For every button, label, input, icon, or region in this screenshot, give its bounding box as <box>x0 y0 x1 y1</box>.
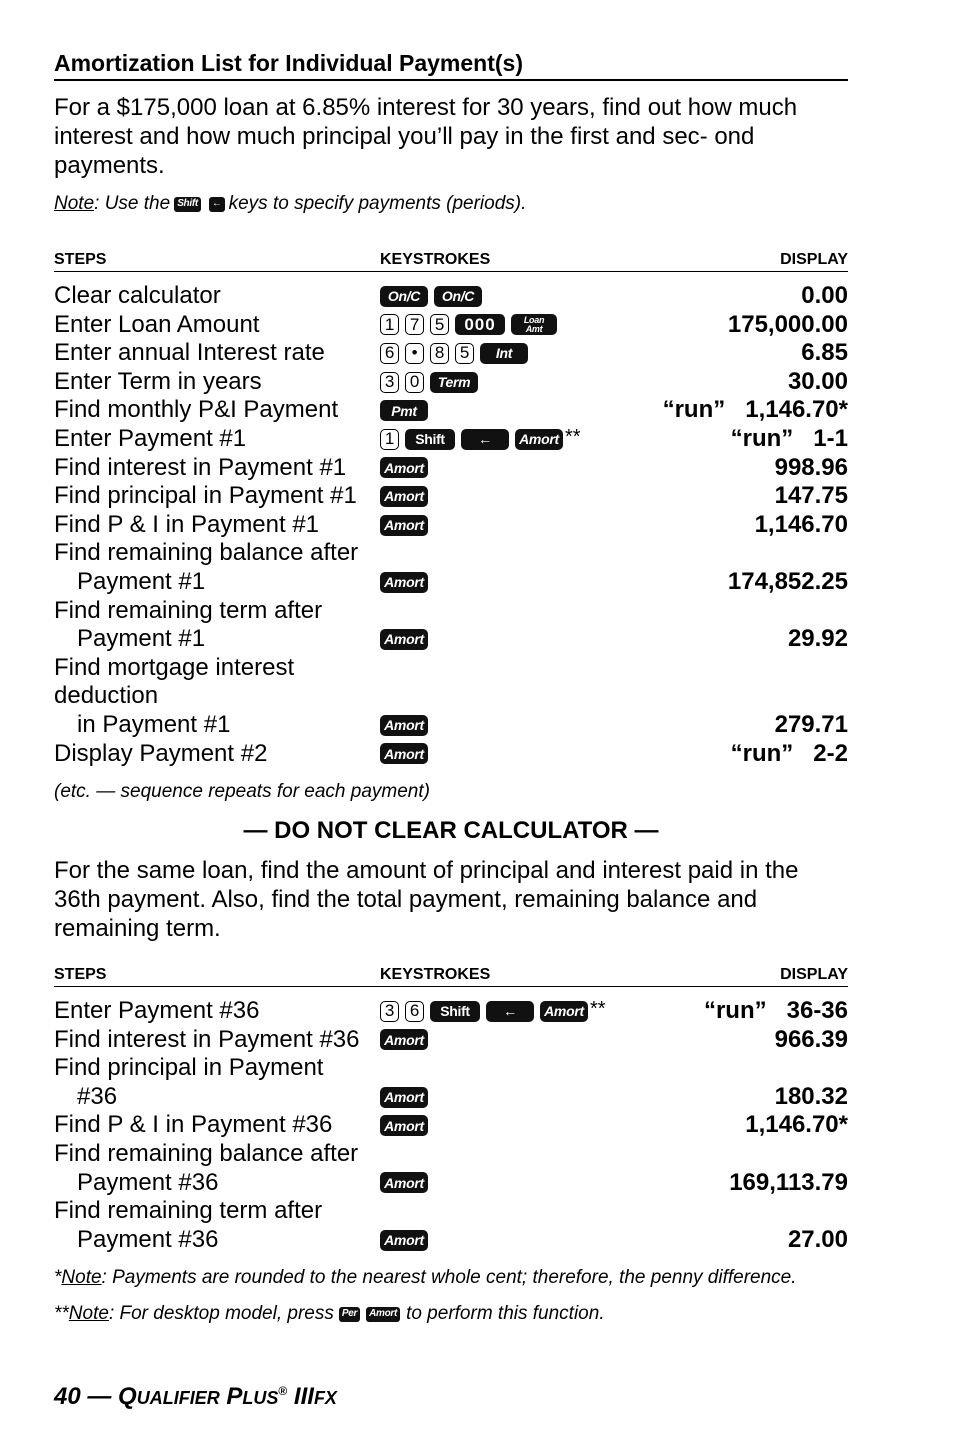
amort-key-icon: Amort <box>380 1172 428 1193</box>
table-row <box>54 282 848 311</box>
table2-header <box>54 965 848 987</box>
footer-fx: FX <box>313 1388 337 1408</box>
display-value: 29.92 <box>787 625 848 653</box>
display-value: 6.85 <box>801 339 848 367</box>
table-row <box>54 1140 848 1197</box>
step-text <box>54 339 380 368</box>
amort-key-icon: Amort <box>380 715 428 736</box>
footer-iii: III <box>293 1383 314 1410</box>
step-line-1: Clear calculator <box>54 282 221 309</box>
decimal-key-icon: • <box>405 343 424 364</box>
step-text <box>54 1197 380 1254</box>
amort-key-icon: Amort <box>380 486 428 507</box>
keystrokes <box>380 1226 788 1255</box>
digit-5-key-icon: 5 <box>430 314 449 335</box>
amort-key-icon: Amort <box>540 1001 588 1022</box>
step-line-1: Enter Term in years <box>54 367 262 395</box>
keystrokes <box>380 482 775 511</box>
footnote1-prefix: * <box>54 1267 62 1289</box>
table-row <box>54 425 848 454</box>
step-text <box>54 654 380 740</box>
footer-dash: — <box>87 1383 112 1410</box>
table-row <box>54 1026 848 1055</box>
table-row <box>54 339 848 368</box>
note-text-pre: : Use the <box>94 193 171 214</box>
display-value: 180.32 <box>774 1082 848 1110</box>
display-value: 27.00 <box>787 1225 848 1253</box>
amort-key-icon: Amort <box>380 1087 428 1108</box>
back-arrow-key-icon: ← <box>486 1001 534 1022</box>
step-text <box>54 1140 380 1197</box>
display-value: “run” 36-36 <box>703 997 848 1025</box>
step-line-1: Enter Loan Amount <box>54 310 260 338</box>
step-text <box>54 511 380 540</box>
footnote-rounding <box>54 1266 848 1290</box>
step-line-1: Display Payment #2 <box>54 739 268 767</box>
table-row <box>54 454 848 483</box>
step-line-1: Find remaining balance after <box>54 1140 359 1168</box>
display-value: 147.75 <box>774 482 848 510</box>
digit-5-key-icon: 5 <box>455 343 474 364</box>
display-value: 175,000.00 <box>727 310 848 338</box>
table-row <box>54 1054 848 1111</box>
table-row <box>54 1111 848 1140</box>
table-row <box>54 368 848 397</box>
keystrokes-header: KEYSTROKES <box>380 966 491 984</box>
amort-key-icon: Amort <box>380 629 428 650</box>
step-line-1: Find interest in Payment #1 <box>54 453 347 481</box>
manual-page <box>54 48 848 1326</box>
display-value: “run” 1-1 <box>730 424 848 452</box>
loan-amt-key-icon: Loan Amt <box>511 314 557 335</box>
on-c-key-icon: On/C <box>434 286 482 307</box>
step-text <box>54 1026 380 1055</box>
page-number: 40 <box>54 1383 81 1410</box>
step-text <box>54 1111 380 1140</box>
step-line-2: Payment #1 <box>77 567 206 595</box>
step-text <box>54 740 380 769</box>
footnote1-label: Note <box>61 1267 102 1289</box>
triple-zero-key-icon: 000 <box>455 314 505 335</box>
keystrokes <box>380 282 801 311</box>
steps-header: STEPS <box>54 251 107 268</box>
display-header: DISPLAY <box>780 966 848 984</box>
note-keys <box>54 192 848 216</box>
table-row <box>54 539 848 596</box>
do-not-clear-heading: — DO NOT CLEAR CALCULATOR — <box>243 817 659 845</box>
display-value: 0.00 <box>801 282 848 309</box>
step-text <box>54 282 380 311</box>
table-row <box>54 482 848 511</box>
step-text <box>54 1054 380 1111</box>
table-row <box>54 396 848 425</box>
keystrokes <box>380 625 788 654</box>
step-line-2: Payment #36 <box>77 1168 219 1196</box>
keystrokes <box>380 454 775 483</box>
amort-key-icon: Amort <box>380 743 428 764</box>
table1-rows <box>54 282 848 768</box>
int-key-icon: Int <box>480 343 528 364</box>
amort-key-icon: Amort <box>380 1115 428 1136</box>
keystrokes <box>380 339 801 368</box>
display-value: 279.71 <box>774 710 848 738</box>
step-line-1: Enter annual Interest rate <box>54 339 325 367</box>
note-label: Note <box>54 193 95 214</box>
footnote2-prefix: ** <box>54 1303 69 1325</box>
table-row <box>54 311 848 340</box>
footer-ualifier: UALIFIER <box>136 1388 220 1408</box>
amort-key-icon: Amort <box>380 515 428 536</box>
digit-3-key-icon: 3 <box>380 372 399 393</box>
footnote2-text-post: to perform this function. <box>406 1303 605 1325</box>
amort-key-icon: Amort <box>380 457 428 478</box>
step-text <box>54 597 380 654</box>
shift-key-icon: Shift <box>405 429 455 450</box>
digit-3-key-icon: 3 <box>380 1001 399 1022</box>
keystrokes <box>380 1083 775 1112</box>
amort-key-icon: Amort <box>515 429 563 450</box>
table1-header <box>54 250 848 272</box>
footnote-desktop <box>54 1302 848 1326</box>
digit-7-key-icon: 7 <box>405 314 424 335</box>
pmt-key-icon: Pmt <box>380 400 428 421</box>
step-line-1: Find remaining term after <box>54 1197 323 1225</box>
note-text-post: keys to specify payments (periods). <box>228 193 527 214</box>
step-line-2: #36 <box>77 1082 118 1110</box>
table-row <box>54 997 848 1026</box>
table2-rows <box>54 997 848 1254</box>
page-footer <box>54 1376 337 1413</box>
footer-lus: LUS <box>242 1388 279 1408</box>
amort-key-icon: Amort <box>380 1029 428 1050</box>
keystrokes <box>380 711 775 740</box>
step-line-1: Find P & I in Payment #36 <box>54 1111 333 1139</box>
display-value: 1,146.70 <box>754 510 848 538</box>
step-line-1: Find principal in Payment <box>54 1054 324 1082</box>
term-key-icon: Term <box>430 372 478 393</box>
step-line-2: Payment #36 <box>77 1225 219 1253</box>
display-value: 998.96 <box>774 453 848 481</box>
display-header: DISPLAY <box>780 251 848 268</box>
digit-1-key-icon: 1 <box>380 314 399 335</box>
keystrokes <box>380 1026 775 1055</box>
step-line-1: Find monthly P&I Payment <box>54 396 339 424</box>
step-line-1: Find mortgage interest deduction <box>54 653 295 710</box>
step-line-2: Payment #1 <box>77 625 206 653</box>
display-value: “run” 2-2 <box>730 739 848 767</box>
footnote2-label: Note <box>68 1303 109 1325</box>
desktop-note-marker: ** <box>565 425 581 448</box>
on-c-key-icon: On/C <box>380 286 428 307</box>
footer-q: Q <box>118 1383 137 1410</box>
step-line-1: Enter Payment #1 <box>54 424 247 452</box>
digit-1-key-icon: 1 <box>380 429 399 450</box>
step-text <box>54 997 380 1026</box>
digit-6-key-icon: 6 <box>405 1001 424 1022</box>
back-arrow-key-icon: ← <box>461 429 509 450</box>
amort-key-icon: Amort <box>366 1307 400 1322</box>
keystrokes <box>380 1169 729 1198</box>
intro-paragraph: For a $175,000 loan at 6.85% interest for 30 years, find out how much interest and how much principal you’ll pay in the first and sec- ond payments. <box>54 94 798 179</box>
display-value: 966.39 <box>774 1025 848 1053</box>
footer-registered: ® <box>278 1384 288 1398</box>
footer-p: P <box>226 1383 243 1410</box>
keystrokes <box>380 368 788 397</box>
display-value: 169,113.79 <box>729 1168 848 1196</box>
footnote1-text: : Payments are rounded to the nearest whole cent; therefore, the penny difference. <box>101 1267 797 1289</box>
footnote2-text-pre: : For desktop model, press <box>108 1303 334 1325</box>
keystrokes <box>380 997 704 1026</box>
table-row <box>54 740 848 769</box>
step-line-2: in Payment #1 <box>77 710 231 738</box>
step-line-1: Find P & I in Payment #1 <box>54 510 320 538</box>
per-key-icon: Per <box>339 1307 360 1322</box>
digit-0-key-icon: 0 <box>405 372 424 393</box>
keystrokes <box>380 396 663 425</box>
section2-intro: For the same loan, find the amount of principal and interest paid in the 36th payment. Also, find the total payment, remaining balance and remaining term. <box>54 857 799 943</box>
display-value: 30.00 <box>787 367 848 395</box>
section-title: Amortization List for Individual Payment(s) <box>54 48 848 81</box>
shift-key-icon: Shift <box>174 197 201 212</box>
step-line-1: Enter Payment #36 <box>54 997 260 1025</box>
step-line-1: Find remaining term after <box>54 596 323 624</box>
step-text <box>54 539 380 596</box>
step-line-1: Find remaining balance after <box>54 539 359 567</box>
digit-6-key-icon: 6 <box>380 343 399 364</box>
desktop-note-marker: ** <box>590 998 606 1021</box>
steps-header: STEPS <box>54 966 107 984</box>
keystrokes <box>380 568 728 597</box>
step-line-1: Find principal in Payment #1 <box>54 482 357 510</box>
keystrokes-header: KEYSTROKES <box>380 251 491 268</box>
keystrokes <box>380 1111 745 1140</box>
keystrokes <box>380 425 731 454</box>
keystrokes <box>380 311 728 340</box>
display-value: “run” 1,146.70* <box>662 396 848 424</box>
etc-note: (etc. — sequence repeats for each payment) <box>54 781 430 803</box>
display-value: 174,852.25 <box>727 567 848 595</box>
table-row <box>54 654 848 740</box>
display-value: 1,146.70* <box>745 1111 848 1139</box>
step-text <box>54 454 380 483</box>
keystrokes <box>380 740 731 769</box>
digit-8-key-icon: 8 <box>430 343 449 364</box>
step-text <box>54 482 380 511</box>
step-line-1: Find interest in Payment #36 <box>54 1025 360 1053</box>
table-row <box>54 1197 848 1254</box>
step-text <box>54 396 380 425</box>
step-text <box>54 425 380 454</box>
table-row <box>54 511 848 540</box>
table-row <box>54 597 848 654</box>
amort-key-icon: Amort <box>380 1230 428 1251</box>
shift-key-icon: Shift <box>430 1001 480 1022</box>
keystrokes <box>380 511 755 540</box>
step-text <box>54 311 380 340</box>
amort-key-icon: Amort <box>380 572 428 593</box>
step-text <box>54 368 380 397</box>
back-arrow-key-icon: ← <box>209 197 225 212</box>
